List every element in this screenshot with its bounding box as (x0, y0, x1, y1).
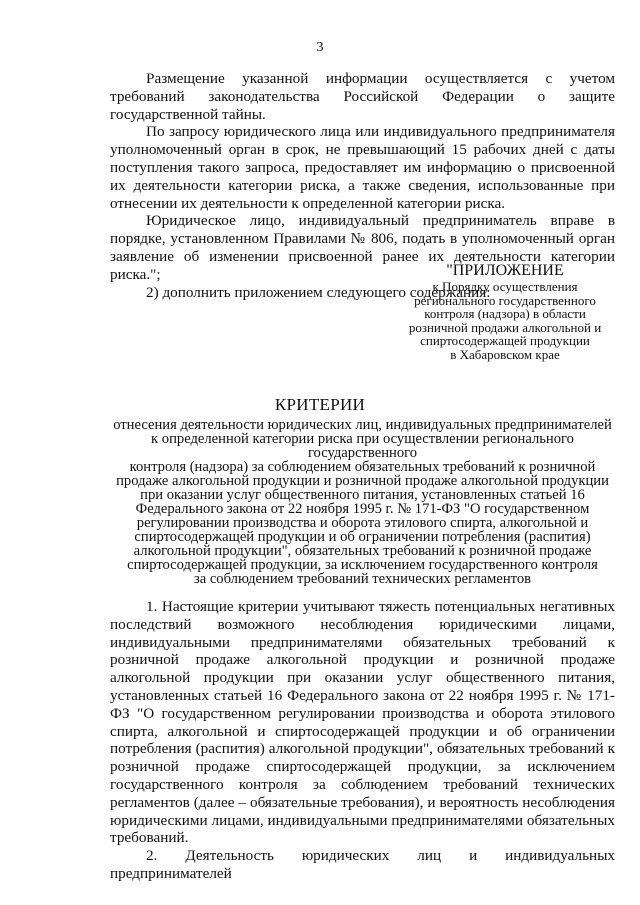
appendix-line: розничной продажи алкогольной и (408, 319, 602, 335)
appendix-line: контроля (надзора) в области (424, 306, 586, 321)
intro-paragraph: Размещение указанной информации осуществляется с учетом требований законодательства Российской Федерации о защите государственной тайны. (110, 70, 615, 123)
criteria-description-line: спиртосодержащей продукции, за исключением государственного контроля (127, 557, 598, 573)
appendix-line: регионального государственного (414, 292, 596, 308)
criteria-description-line: Федерального закона от 22 ноября 1995 г. № 171-ФЗ "О государственном (135, 501, 590, 517)
intro-paragraph: По запросу юридического лица или индивидуального предпринимателя уполномоченный орган в срок, не превышающий 15 рабочих дней с даты поступления такого запроса, предоставляет им информацию о присвоенной их деятельности категории риска, а также сведения, использованные при отнесении их деятельности к определенной категории риска. (110, 123, 615, 212)
criteria-description (105, 418, 620, 586)
criteria-description-line: к определенной категории риска при осуществлении регионального государственного (151, 431, 574, 461)
criteria-description-line: продаже алкогольной продукции и розничной продаже алкогольной продукции (116, 473, 609, 489)
criteria-description-line: спиртосодержащей продукции и об ограничении потребления (распития) (134, 529, 591, 545)
criteria-description-line: алкогольной продукции", обязательных требований к розничной продаже (133, 543, 592, 559)
criteria-paragraph: 2. Деятельность юридических лиц и индивидуальных предпринимателей (110, 847, 615, 882)
criteria-description-line: при оказании услуг общественного питания, установленных статьей 16 (140, 487, 585, 503)
criteria-paragraph: 1. Настоящие критерии учитывают тяжесть потенциальных негативных последствий возможного несоблюдения юридическими лицами, индивидуальными предпринимателями обязательных требований к розничной продаже алкогольной продукции и розничной продаже алкогольной продукции при оказании услуг общественного питания, установленных статьей 16 Федерального закона от 22 ноября 1995 г. № 171-ФЗ "О государственном регулировании производства и оборота этилового спирта, алкогольной и спиртосодержащей продукции и об ограничении потребления (распития) алкогольной продукции", обязательных требований к розничной продаже спиртосодержащей продукции, за исключением государственного контроля за соблюдением требований технических регламентов (далее – обязательные требования), и вероятность несоблюдения юридическими лицами, индивидуальными предпринимателями обязательных требований. (110, 598, 615, 847)
criteria-heading: КРИТЕРИИ (274, 395, 366, 414)
intro-paragraph: Юридическое лицо, индивидуальный предприниматель вправе в порядке, установленном Правилами № 806, подать в уполномоченный орган заявление об изменении присвоенной ранее их деятельности категории риска."; (110, 212, 615, 283)
criteria-description-line: отнесения деятельности юридических лиц, индивидуальных предпринимателей (113, 417, 612, 433)
criteria-description-line: контроля (надзора) за соблюдением обязательных требований к розничной (129, 459, 596, 475)
page-number: 3 (316, 40, 324, 55)
criteria-description-line: за соблюдением требований технических регламентов (193, 571, 532, 587)
appendix-block (405, 262, 605, 361)
intro-paragraph: 2) дополнить приложением следующего содержания: (146, 283, 491, 301)
appendix-line: в Хабаровском крае (450, 346, 560, 362)
appendix-line: к Порядку осуществления (432, 279, 578, 294)
criteria-text-block (110, 598, 615, 883)
appendix-title: "ПРИЛОЖЕНИЕ (446, 262, 564, 279)
criteria-description-line: регулировании производства и оборота этилового спирта, алкогольной и (136, 515, 589, 531)
appendix-line: спиртосодержащей продукции (420, 333, 590, 348)
